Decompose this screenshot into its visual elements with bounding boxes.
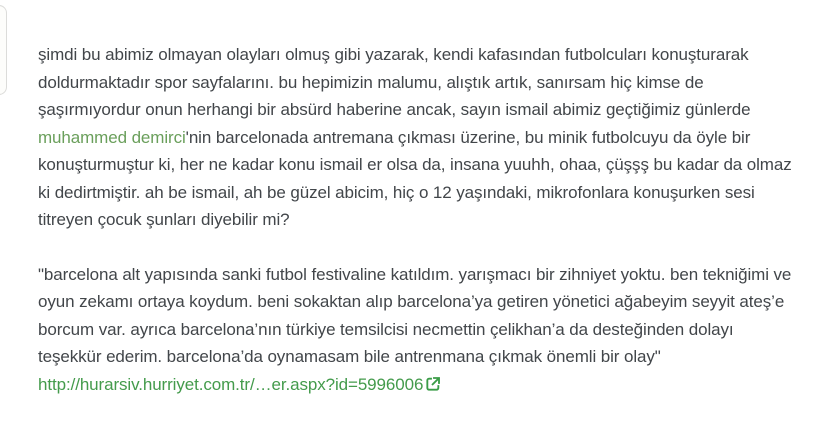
entry-content [38, 41, 796, 398]
paragraph-2-quote-text: "barcelona alt yapısında sanki futbol festivaline katıldım. yarışmacı bir zihniyet yoktu. ben tekniğimi ve oyun zekamı ortaya koydum. beni sokaktan alıp barcelona’ya getiren yönetici ağabeyim seyyit ateş’e borcum var. ayrıca barcelona’nın türkiye temsilcisi necmettin çelikhan’a da desteğinden dolayı teşekkür ederim. barcelona’da oynamasam bile antrenmana çıkmak önemli bir olay" [38, 264, 792, 366]
muhammed-demirci-link[interactable]: muhammed demirci [38, 127, 186, 147]
entry-paragraph-2 [38, 261, 796, 399]
external-link-icon[interactable] [425, 376, 441, 392]
paragraph-1-text-after: 'nin barcelonada antremana çıkması üzerine, bu minik futbolcuyu da öyle bir konuşturmuştur ki, her ne kadar konu ismail er olsa da, insana yuuhh, ohaa, çüşşş bu kadar da olmaz ki dedirtmiştir. ah be ismail, ah be güzel abicim, hiç o 12 yaşındaki, mikrofonlara konuşurken sesi titreyen çocuk şunları diyebilir mi? [38, 127, 792, 229]
cutoff-card [0, 5, 7, 95]
hurriyet-url-link[interactable]: http://hurarsiv.hurriyet.com.tr/…er.aspx?id=5996006 [38, 374, 424, 394]
paragraph-1-text-before: şimdi bu abimiz olmayan olayları olmuş gibi yazarak, kendi kafasından futbolcuları konuşturarak doldurmaktadır spor sayfalarını. bu hepimizin malumu, alıştık artık, sanırsam hiç kimse de şaşırmıyordur onun herhangi bir absürd haberine ancak, sayın ismail abimiz geçtiğimiz günlerde [38, 45, 751, 119]
entry-paragraph-1 [38, 41, 796, 234]
